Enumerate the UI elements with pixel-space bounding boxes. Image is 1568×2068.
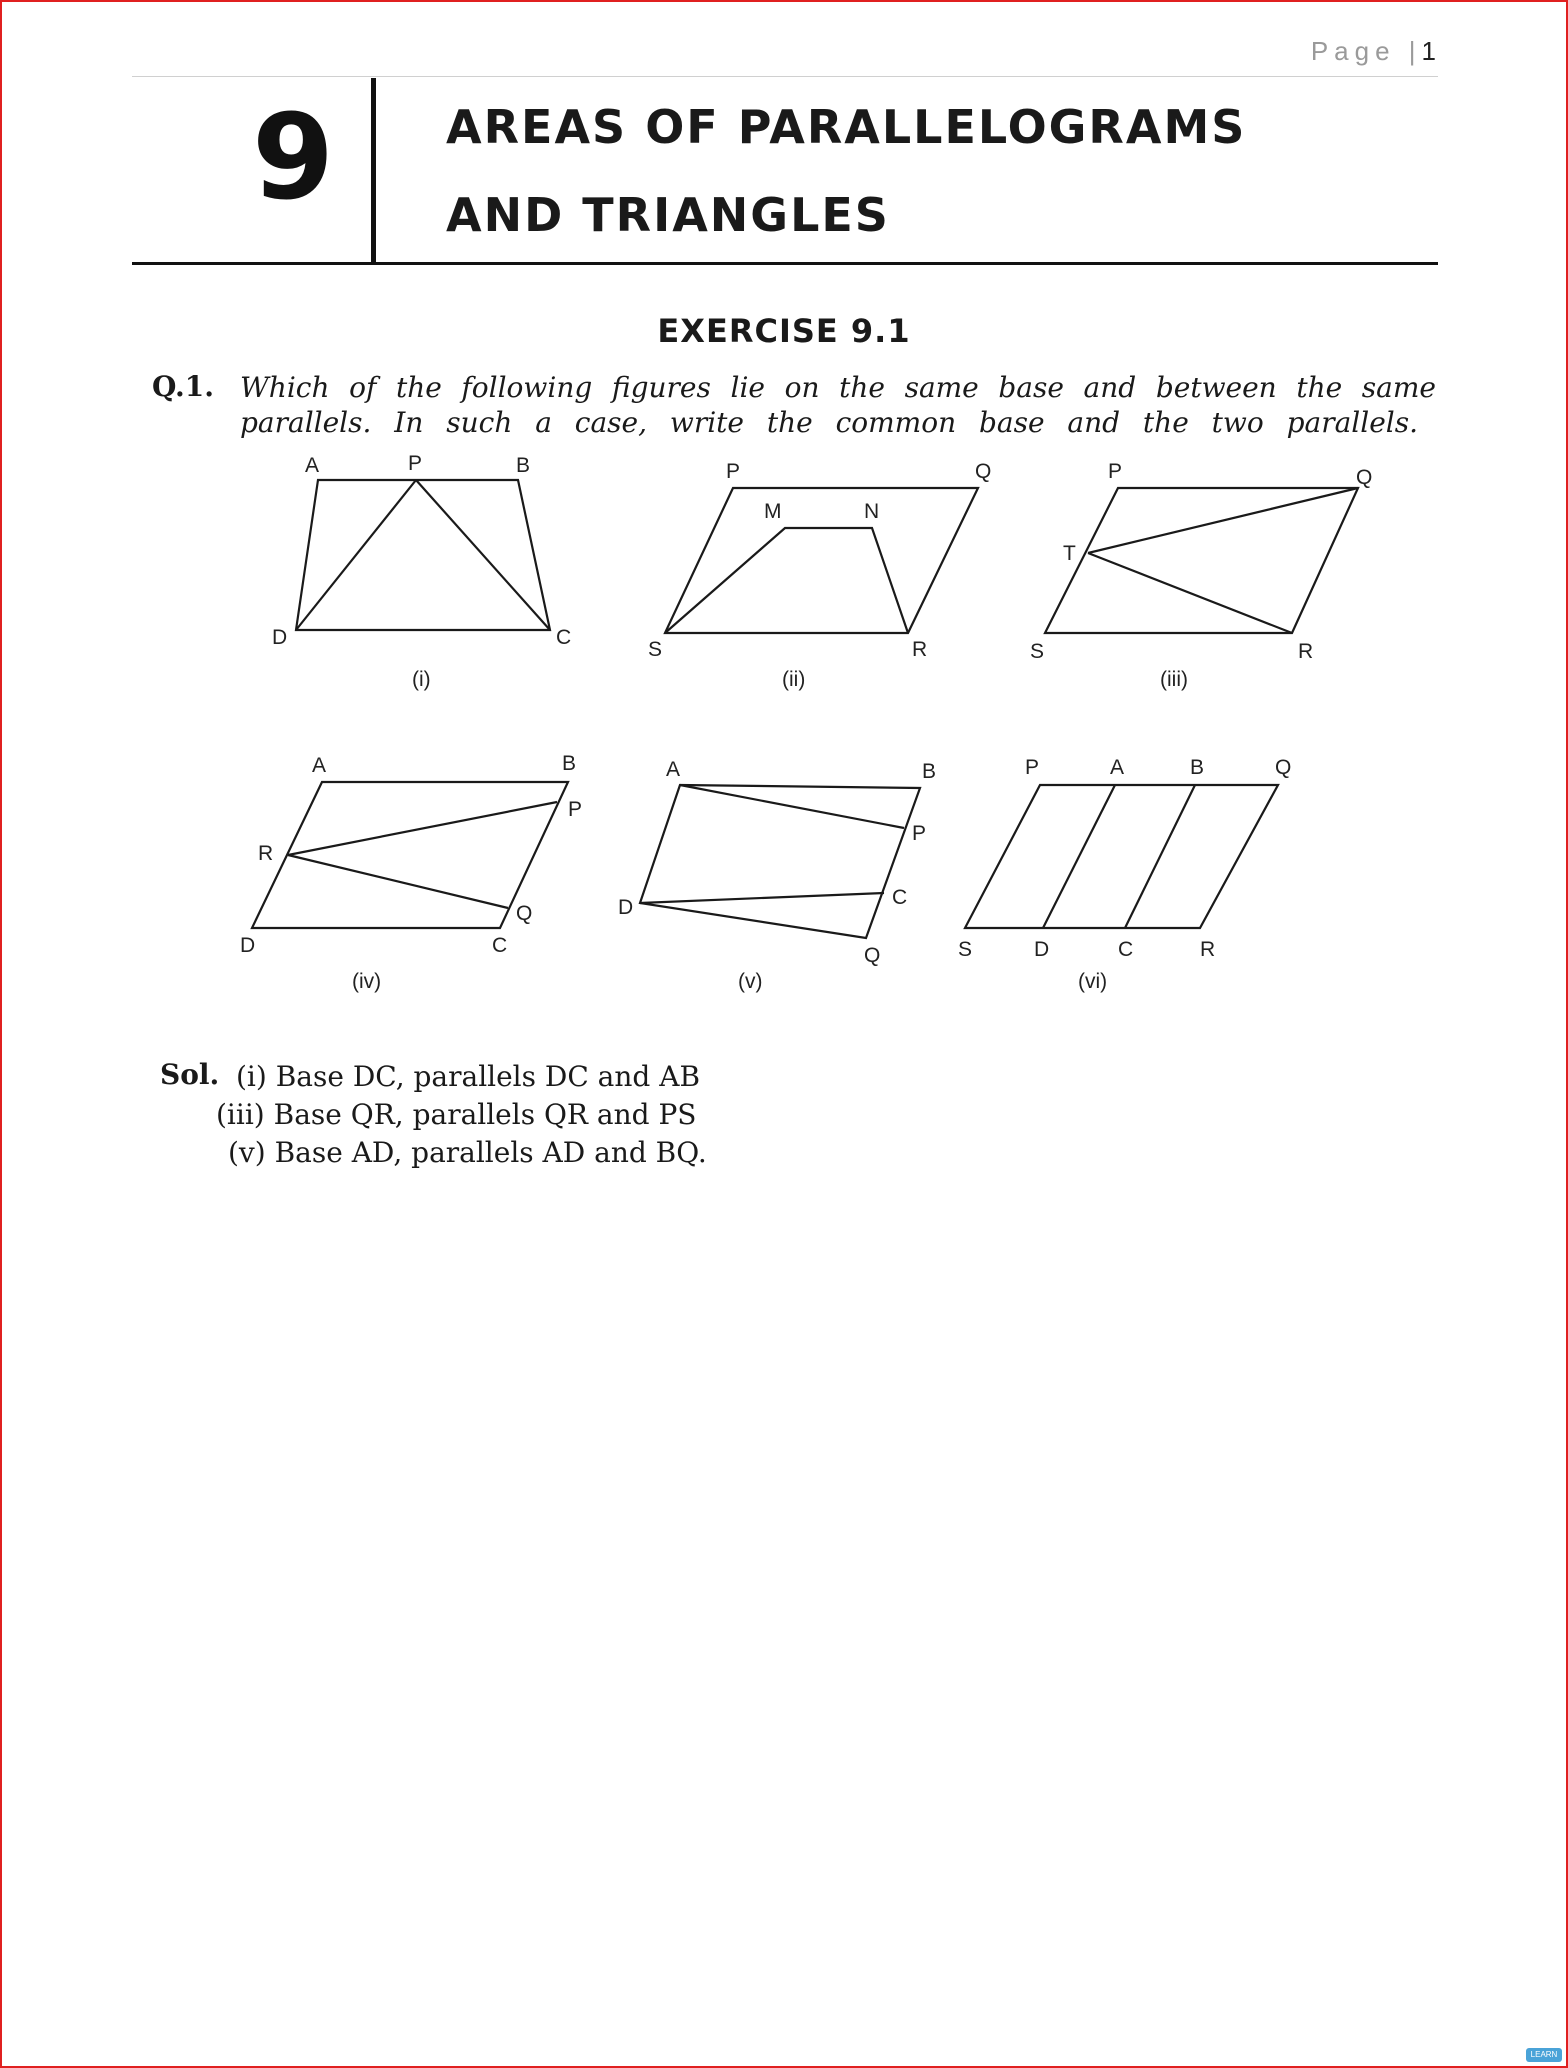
svg-text:R: R <box>1298 640 1314 663</box>
svg-text:D: D <box>240 934 256 957</box>
svg-text:Q: Q <box>1275 756 1292 779</box>
svg-text:P: P <box>408 452 423 475</box>
svg-text:(v): (v) <box>738 970 763 993</box>
svg-text:A: A <box>305 454 320 477</box>
figure-v <box>618 758 936 993</box>
solution-label: Sol. <box>160 1058 220 1091</box>
svg-text:Q: Q <box>1356 466 1373 489</box>
exercise-title: EXERCISE 9.1 <box>657 312 911 350</box>
svg-text:S: S <box>648 638 663 661</box>
page-number-value: 1 <box>1421 36 1436 66</box>
figure-iii <box>1030 460 1372 691</box>
svg-text:C: C <box>492 934 508 957</box>
chapter-title-line1: AREAS OF PARALLELOGRAMS <box>446 100 1247 154</box>
solution-item-num: (v) <box>228 1136 266 1169</box>
svg-text:C: C <box>892 886 908 909</box>
svg-text:(iii): (iii) <box>1160 668 1188 691</box>
page-number: Page |1 <box>1310 36 1436 66</box>
svg-text:B: B <box>562 752 577 775</box>
svg-text:R: R <box>1200 938 1216 961</box>
question-text-line2: parallels. In such a case, write the common base and the two parallels. <box>240 406 1418 439</box>
svg-text:P: P <box>1025 756 1040 779</box>
svg-text:P: P <box>726 460 741 483</box>
svg-text:C: C <box>1118 938 1134 961</box>
svg-text:S: S <box>1030 640 1045 663</box>
svg-text:(vi): (vi) <box>1078 970 1108 993</box>
page-label: Page <box>1310 36 1396 66</box>
svg-text:Q: Q <box>975 460 992 483</box>
figure-i <box>272 452 571 691</box>
solution-item-num: (i) <box>236 1060 267 1093</box>
svg-text:C: C <box>556 626 572 649</box>
svg-text:A: A <box>1110 756 1125 779</box>
svg-text:A: A <box>312 754 327 777</box>
solution-item <box>228 1134 707 1172</box>
solution-item <box>236 1058 700 1096</box>
solution-item-text: Base QR, parallels QR and PS <box>273 1098 697 1131</box>
svg-text:B: B <box>516 454 531 477</box>
svg-text:P: P <box>1108 460 1123 483</box>
publisher-logo-icon: LEARN <box>1526 2048 1562 2062</box>
svg-text:N: N <box>864 500 880 523</box>
svg-text:(i): (i) <box>412 668 431 691</box>
solution-item-text: Base AD, parallels AD and BQ. <box>274 1136 707 1169</box>
svg-text:(ii): (ii) <box>782 668 806 691</box>
svg-text:B: B <box>922 760 937 783</box>
chapter-title-line2: AND TRIANGLES <box>446 188 890 242</box>
svg-text:P: P <box>912 822 927 845</box>
figure-ii <box>648 460 991 691</box>
svg-text:A: A <box>666 758 681 781</box>
svg-text:(iv): (iv) <box>352 970 382 993</box>
svg-text:Q: Q <box>516 902 533 925</box>
question-label: Q.1. <box>152 370 214 403</box>
svg-text:Q: Q <box>864 944 881 967</box>
svg-text:R: R <box>258 842 274 865</box>
svg-text:M: M <box>764 500 782 523</box>
svg-text:D: D <box>272 626 288 649</box>
svg-text:P: P <box>568 798 583 821</box>
figure-iv <box>240 752 582 993</box>
svg-text:R: R <box>912 638 928 661</box>
svg-text:S: S <box>958 938 973 961</box>
solution-item-text: Base DC, parallels DC and AB <box>275 1060 701 1093</box>
svg-text:B: B <box>1190 756 1205 779</box>
svg-text:T: T <box>1063 542 1076 565</box>
solution-item <box>216 1096 696 1134</box>
solution-item-num: (iii) <box>216 1098 265 1131</box>
svg-text:D: D <box>618 896 634 919</box>
figure-vi <box>958 756 1291 993</box>
svg-text:D: D <box>1034 938 1050 961</box>
question-text-line1: Which of the following figures lie on the same base and between the same <box>240 371 1436 404</box>
chapter-number: 9 <box>252 88 335 226</box>
